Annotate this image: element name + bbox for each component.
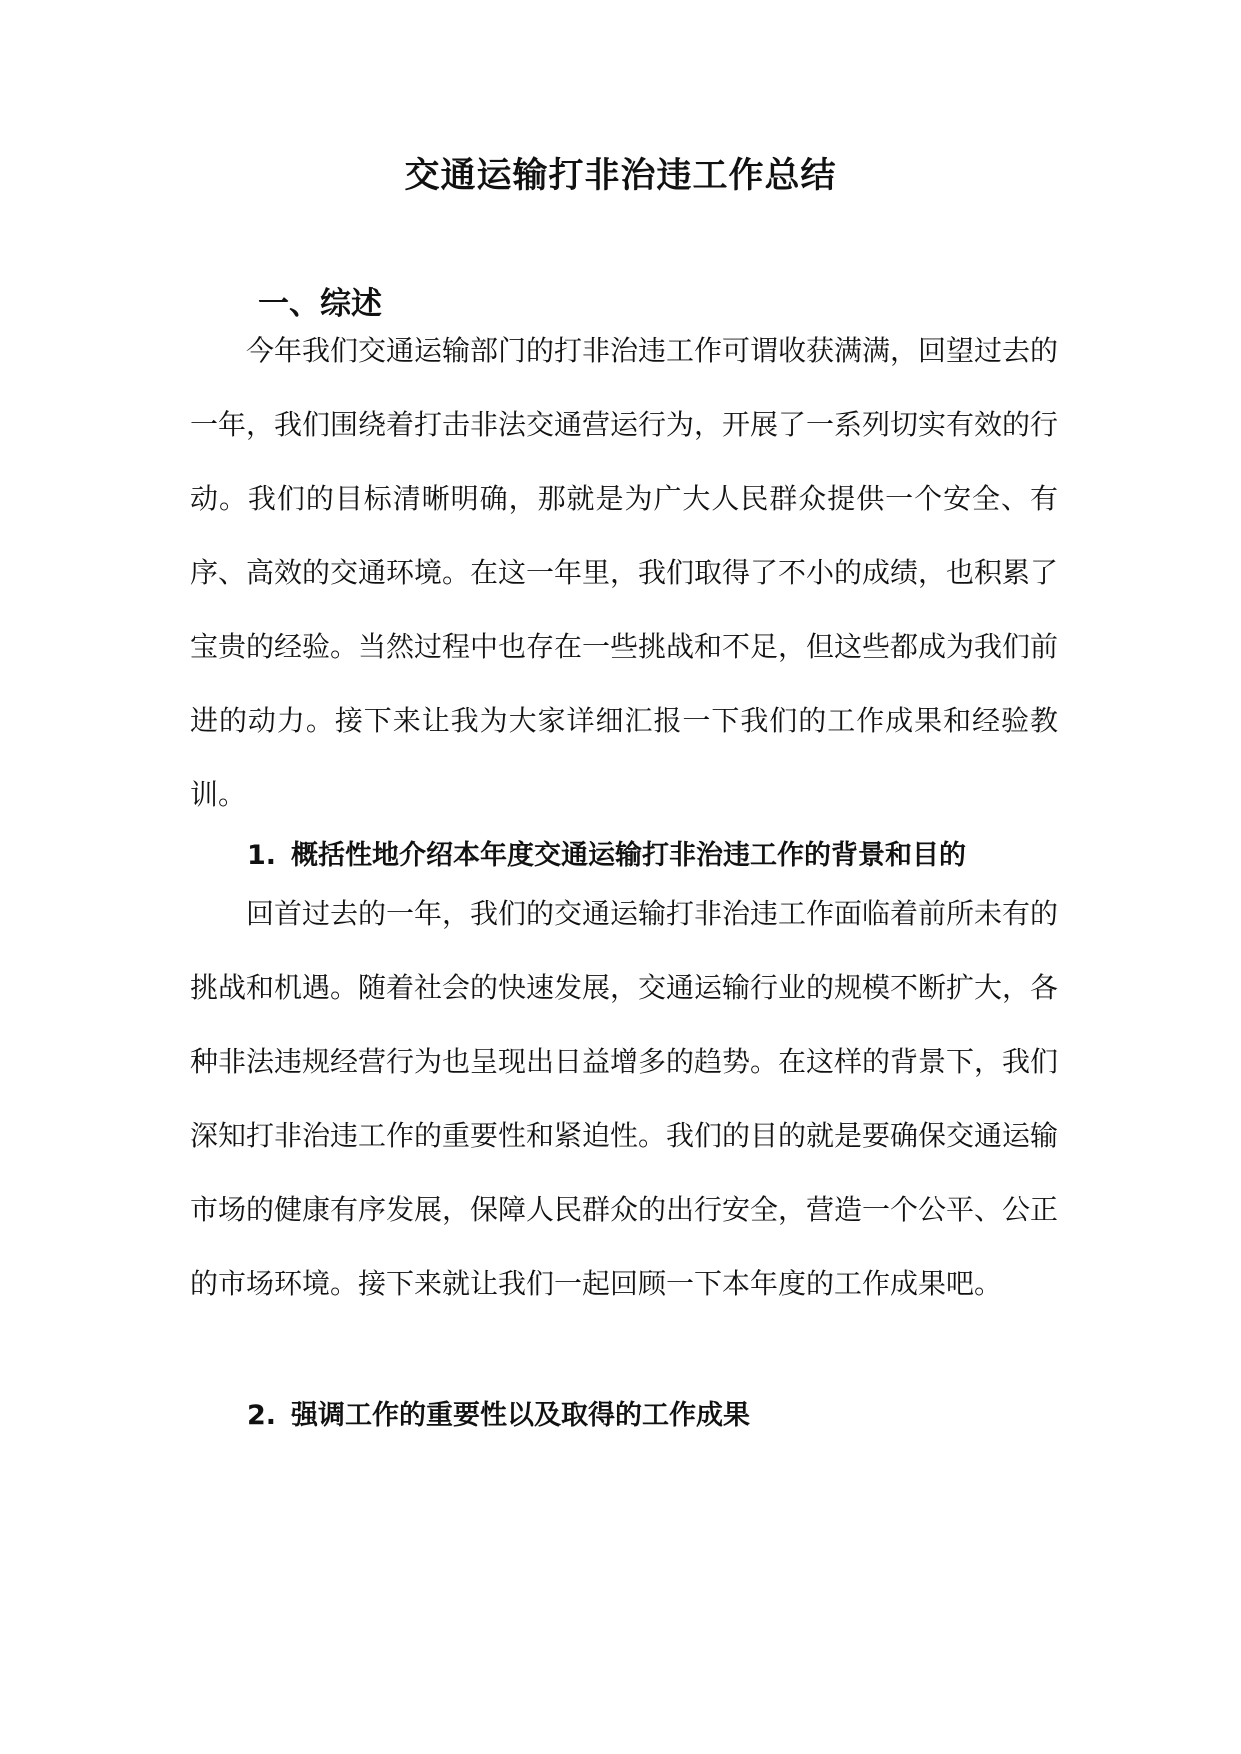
subheading-2-number: 2. bbox=[247, 1400, 277, 1431]
subheading-1-number: 1. bbox=[247, 840, 277, 871]
section-heading-overview: 一、综述 bbox=[258, 286, 382, 322]
subheading-2-text: 强调工作的重要性以及取得的工作成果 bbox=[291, 1400, 750, 1431]
subheading-2 bbox=[247, 1398, 750, 1434]
subheading-1 bbox=[247, 838, 966, 874]
subheading-1-text: 概括性地介绍本年度交通运输打非治违工作的背景和目的 bbox=[291, 840, 966, 871]
background-paragraph: 回首过去的一年，我们的交通运输打非治违工作面临着前所未有的挑战和机遇。随着社会的快速发展，交通运输行业的规模不断扩大，各种非法违规经营行为也呈现出日益增多的趋势。在这样的背景下，我们深知打非治违工作的重要性和紧迫性。我们的目的就是要确保交通运输市场的健康有序发展，保障人民群众的出行安全，营造一个公平、公正的市场环境。接下来就让我们一起回顾一下本年度的工作成果吧。 bbox=[190, 897, 1059, 1300]
document-title: 交通运输打非治违工作总结 bbox=[404, 156, 837, 196]
overview-paragraph: 今年我们交通运输部门的打非治违工作可谓收获满满，回望过去的一年，我们围绕着打击非法交通营运行为，开展了一系列切实有效的行动。我们的目标清晰明确，那就是为广大人民群众提供一个安全、有序、高效的交通环境。在这一年里，我们取得了不小的成绩，也积累了宝贵的经验。当然过程中也存在一些挑战和不足，但这些都成为我们前进的动力。接下来让我为大家详细汇报一下我们的工作成果和经验教训。 bbox=[190, 334, 1059, 811]
